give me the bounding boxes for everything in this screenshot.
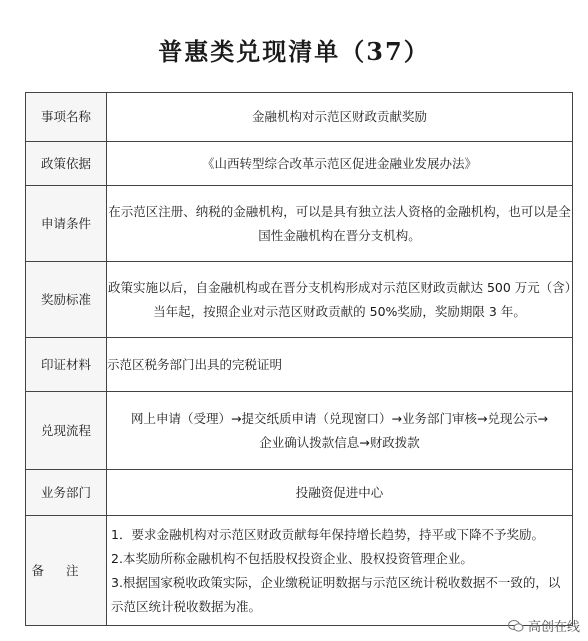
row-value: 示范区税务部门出具的完税证明	[107, 338, 573, 392]
row-label: 申请条件	[26, 186, 107, 262]
watermark-text: 高创在线	[527, 620, 580, 635]
table-row	[26, 142, 573, 186]
table-row	[26, 338, 573, 392]
wechat-icon	[508, 619, 524, 633]
row-value: 在示范区注册、纳税的金融机构，可以是具有独立法人资格的金融机构，也可以是全国性金融机构在晋分支机构。	[107, 186, 573, 262]
page-title: 普惠类兑现清单（37）	[158, 37, 430, 66]
row-label: 事项名称	[26, 93, 107, 142]
row-label: 奖励标准	[26, 262, 107, 338]
remark-item: 1．要求金融机构对示范区财政贡献每年保持增长趋势，持平或下降不予奖励。	[111, 526, 544, 542]
row-label: 业务部门	[26, 470, 107, 516]
watermark	[508, 616, 580, 635]
row-value: 政策实施以后，自金融机构或在晋分支机构形成对示范区财政贡献达 500 万元（含）当年起，按照企业对示范区财政贡献的 50%奖励，奖励期限 3 年。	[107, 262, 573, 338]
table-row	[26, 186, 573, 262]
table-row	[26, 392, 573, 470]
row-value: 《山西转型综合改革示范区促进金融业发展办法》	[107, 142, 573, 186]
remark-item: 2.本奖励所称金融机构不包括股权投资企业、股权投资管理企业。	[111, 550, 473, 566]
policy-table	[25, 92, 573, 626]
remark-item: 3.根据国家税收政策实际，企业缴税证明数据与示范区统计税收数据不一致的，以示范区统计税收数据为准。	[111, 574, 561, 614]
row-value: 金融机构对示范区财政贡献奖励	[107, 93, 573, 142]
row-label: 印证材料	[26, 338, 107, 392]
remarks-list	[107, 516, 573, 626]
remarks-label: 备注	[26, 516, 107, 626]
table-row	[26, 470, 573, 516]
table-row	[26, 262, 573, 338]
table-row	[26, 93, 573, 142]
row-value: 网上申请（受理）→提交纸质申请（兑现窗口）→业务部门审核→兑现公示→企业确认拨款信息→财政拨款	[107, 392, 573, 470]
table-row-remarks	[26, 516, 573, 626]
row-value: 投融资促进中心	[107, 470, 573, 516]
row-label: 政策依据	[26, 142, 107, 186]
row-label: 兑现流程	[26, 392, 107, 470]
